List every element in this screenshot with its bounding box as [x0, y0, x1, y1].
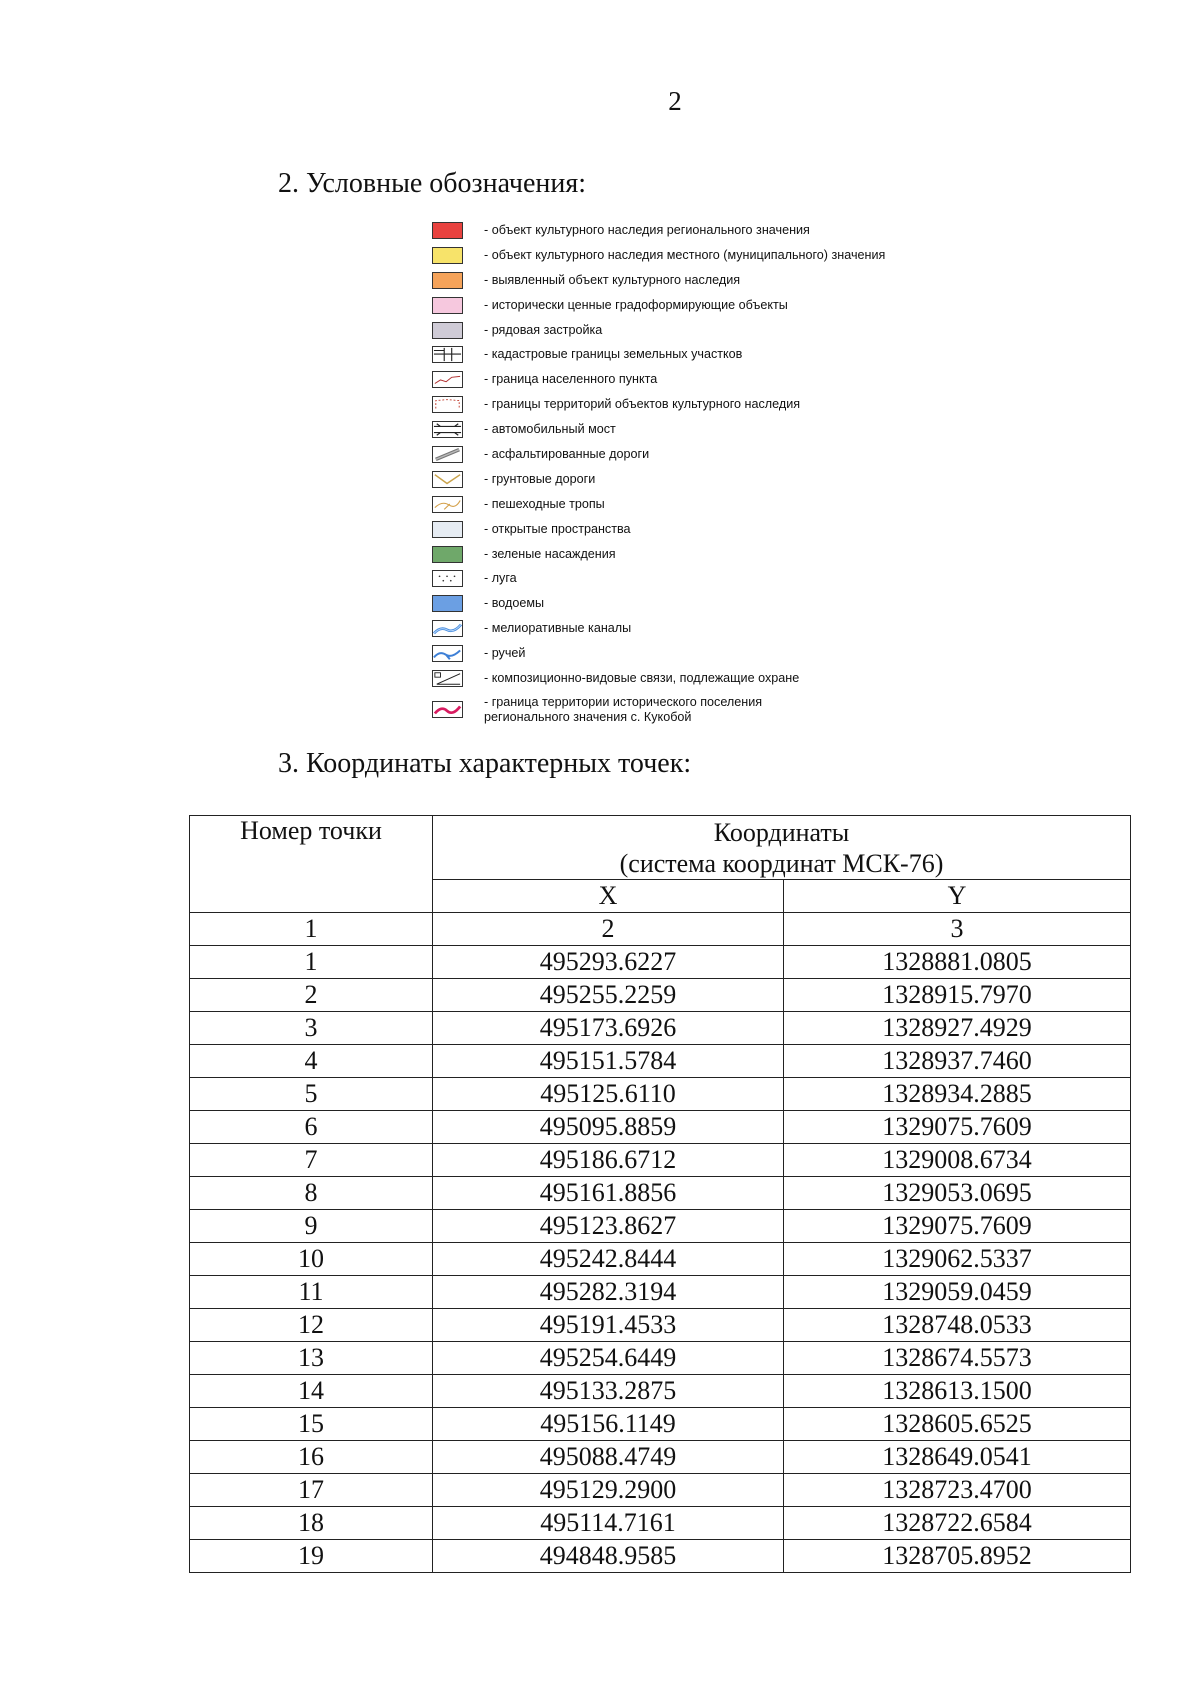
table-row	[190, 1408, 1131, 1441]
footpath-icon	[432, 496, 463, 513]
legend-item	[432, 494, 992, 519]
legend-item	[432, 220, 992, 245]
legend-label: - водоемы	[484, 596, 545, 611]
legend-label: - луга	[484, 571, 517, 586]
y-coordinate-cell: 1328934.2885	[784, 1078, 1131, 1111]
table-row	[190, 946, 1131, 979]
y-coordinate-cell: 1329075.7609	[784, 1111, 1131, 1144]
x-coordinate-cell: 495088.4749	[433, 1441, 784, 1474]
view-link-icon	[432, 670, 463, 687]
coordinates-heading: 3. Координаты характерных точек:	[278, 748, 692, 779]
legend-item	[432, 419, 992, 444]
legend-item	[432, 544, 992, 569]
water-body-swatch-icon	[432, 595, 463, 612]
point-number-cell: 10	[190, 1243, 433, 1276]
legend-label: - композиционно-видовые связи, подлежащие охране	[484, 671, 800, 686]
red-swatch-icon	[432, 222, 463, 239]
cadastral-boundary-icon	[432, 346, 463, 363]
table-row	[190, 1507, 1131, 1540]
historic-settlement-boundary-icon	[432, 701, 463, 718]
y-coordinate-cell: 1328705.8952	[784, 1540, 1131, 1573]
legend-item	[432, 668, 992, 693]
legend-item	[432, 469, 992, 494]
settlement-boundary-icon	[432, 371, 463, 388]
point-number-cell: 11	[190, 1276, 433, 1309]
legend-item	[432, 295, 992, 320]
point-number-cell: 19	[190, 1540, 433, 1573]
table-row	[190, 1243, 1131, 1276]
header-y: Y	[784, 880, 1131, 913]
table-row	[190, 1441, 1131, 1474]
green-plantings-swatch-icon	[432, 546, 463, 563]
legend-item	[432, 245, 992, 270]
legend-label: - граница территории исторического поселения регионального значения с. Кукобой	[484, 694, 763, 724]
x-coordinate-cell: 495293.6227	[433, 946, 784, 979]
x-coordinate-cell: 495151.5784	[433, 1045, 784, 1078]
legend-label: - зеленые насаждения	[484, 546, 616, 561]
header-coordinate-system: (система координат МСК-76)	[619, 848, 944, 878]
orange-swatch-icon	[432, 272, 463, 289]
legend-label: - ручей	[484, 646, 526, 661]
heritage-territory-boundary-icon	[432, 396, 463, 413]
point-number-cell: 8	[190, 1177, 433, 1210]
coordinates-table	[189, 815, 1131, 1573]
y-coordinate-cell: 1329062.5337	[784, 1243, 1131, 1276]
point-number-cell: 4	[190, 1045, 433, 1078]
y-coordinate-cell: 1328722.6584	[784, 1507, 1131, 1540]
x-coordinate-cell: 494848.9585	[433, 1540, 784, 1573]
y-coordinate-cell: 1329008.6734	[784, 1144, 1131, 1177]
legend-label: - объект культурного наследия местного (муниципального) значения	[484, 247, 886, 262]
legend-label: - асфальтированные дороги	[484, 447, 650, 462]
x-coordinate-cell: 495242.8444	[433, 1243, 784, 1276]
legend-label: - мелиоративные каналы	[484, 621, 632, 636]
table-row	[190, 1111, 1131, 1144]
legend-label: - открытые пространства	[484, 521, 631, 536]
table-row	[190, 1540, 1131, 1573]
point-number-cell: 16	[190, 1441, 433, 1474]
point-number-cell: 9	[190, 1210, 433, 1243]
y-coordinate-cell: 1328881.0805	[784, 946, 1131, 979]
y-coordinate-cell: 1328748.0533	[784, 1309, 1131, 1342]
legend-item	[432, 369, 992, 394]
legend-item	[432, 444, 992, 469]
legend-label: - исторически ценные градоформирующие объекты	[484, 297, 788, 312]
legend	[432, 220, 992, 733]
point-number-cell: 7	[190, 1144, 433, 1177]
point-number-cell: 15	[190, 1408, 433, 1441]
x-coordinate-cell: 495129.2900	[433, 1474, 784, 1507]
x-coordinate-cell: 495254.6449	[433, 1342, 784, 1375]
table-row	[190, 1210, 1131, 1243]
legend-item	[432, 593, 992, 618]
point-number-cell: 14	[190, 1375, 433, 1408]
road-bridge-icon	[432, 421, 463, 438]
table-row	[190, 1012, 1131, 1045]
legend-label: - границы территорий объектов культурного наследия	[484, 397, 801, 412]
y-coordinate-cell: 1328605.6525	[784, 1408, 1131, 1441]
x-coordinate-cell: 495095.8859	[433, 1111, 784, 1144]
stream-icon	[432, 645, 463, 662]
yellow-swatch-icon	[432, 247, 463, 264]
x-coordinate-cell: 495161.8856	[433, 1177, 784, 1210]
dirt-road-icon	[432, 471, 463, 488]
x-coordinate-cell: 495125.6110	[433, 1078, 784, 1111]
point-number-cell: 12	[190, 1309, 433, 1342]
table-row	[190, 1474, 1131, 1507]
legend-label: - выявленный объект культурного наследия	[484, 272, 741, 287]
header-x: X	[433, 880, 784, 913]
y-coordinate-cell: 1329075.7609	[784, 1210, 1131, 1243]
y-coordinate-cell: 1328674.5573	[784, 1342, 1131, 1375]
legend-label: - рядовая застройка	[484, 322, 603, 337]
point-number-cell: 18	[190, 1507, 433, 1540]
table-row	[190, 1375, 1131, 1408]
point-number-cell: 6	[190, 1111, 433, 1144]
meadow-icon	[432, 570, 463, 587]
legend-heading: 2. Условные обозначения:	[278, 168, 587, 199]
table-row	[190, 979, 1131, 1012]
y-coordinate-cell: 1328723.4700	[784, 1474, 1131, 1507]
legend-label: - грунтовые дороги	[484, 471, 596, 486]
table-row	[190, 1276, 1131, 1309]
header-point-number: Номер точки	[190, 816, 433, 913]
y-coordinate-cell: 1328915.7970	[784, 979, 1131, 1012]
legend-item	[432, 693, 992, 733]
point-number-cell: 2	[190, 979, 433, 1012]
x-coordinate-cell: 495123.8627	[433, 1210, 784, 1243]
table-row	[190, 1342, 1131, 1375]
header-coordinates-title: Координаты	[713, 817, 850, 847]
y-coordinate-cell: 1328937.7460	[784, 1045, 1131, 1078]
column-number-3: 3	[784, 913, 1131, 946]
grey-swatch-icon	[432, 322, 463, 339]
legend-item	[432, 394, 992, 419]
page-number: 2	[668, 86, 682, 116]
table-row	[190, 1309, 1131, 1342]
table-row	[190, 1177, 1131, 1210]
legend-label: - объект культурного наследия регионального значения	[484, 223, 810, 237]
x-coordinate-cell: 495114.7161	[433, 1507, 784, 1540]
column-number-1: 1	[190, 913, 433, 946]
x-coordinate-cell: 495282.3194	[433, 1276, 784, 1309]
legend-label: - автомобильный мост	[484, 422, 616, 437]
x-coordinate-cell: 495156.1149	[433, 1408, 784, 1441]
point-number-cell: 1	[190, 946, 433, 979]
point-number-cell: 17	[190, 1474, 433, 1507]
x-coordinate-cell: 495133.2875	[433, 1375, 784, 1408]
legend-label: - граница населенного пункта	[484, 372, 658, 387]
table-row	[190, 1144, 1131, 1177]
legend-item	[432, 519, 992, 544]
point-number-cell: 3	[190, 1012, 433, 1045]
y-coordinate-cell: 1328649.0541	[784, 1441, 1131, 1474]
x-coordinate-cell: 495173.6926	[433, 1012, 784, 1045]
column-number-2: 2	[433, 913, 784, 946]
x-coordinate-cell: 495255.2259	[433, 979, 784, 1012]
table-row	[190, 1078, 1131, 1111]
legend-item	[432, 618, 992, 643]
legend-item	[432, 568, 992, 593]
y-coordinate-cell: 1329053.0695	[784, 1177, 1131, 1210]
table-row	[190, 1045, 1131, 1078]
point-number-cell: 13	[190, 1342, 433, 1375]
x-coordinate-cell: 495191.4533	[433, 1309, 784, 1342]
legend-item	[432, 270, 992, 295]
legend-item	[432, 344, 992, 369]
y-coordinate-cell: 1328927.4929	[784, 1012, 1131, 1045]
legend-label: - кадастровые границы земельных участков	[484, 347, 743, 362]
paved-road-icon	[432, 446, 463, 463]
open-space-swatch-icon	[432, 521, 463, 538]
pink-swatch-icon	[432, 297, 463, 314]
y-coordinate-cell: 1329059.0459	[784, 1276, 1131, 1309]
drainage-canal-icon	[432, 620, 463, 637]
x-coordinate-cell: 495186.6712	[433, 1144, 784, 1177]
y-coordinate-cell: 1328613.1500	[784, 1375, 1131, 1408]
legend-item	[432, 643, 992, 668]
point-number-cell: 5	[190, 1078, 433, 1111]
legend-label: - пешеходные тропы	[484, 496, 605, 511]
header-coordinates	[433, 816, 1131, 880]
legend-item	[432, 320, 992, 345]
